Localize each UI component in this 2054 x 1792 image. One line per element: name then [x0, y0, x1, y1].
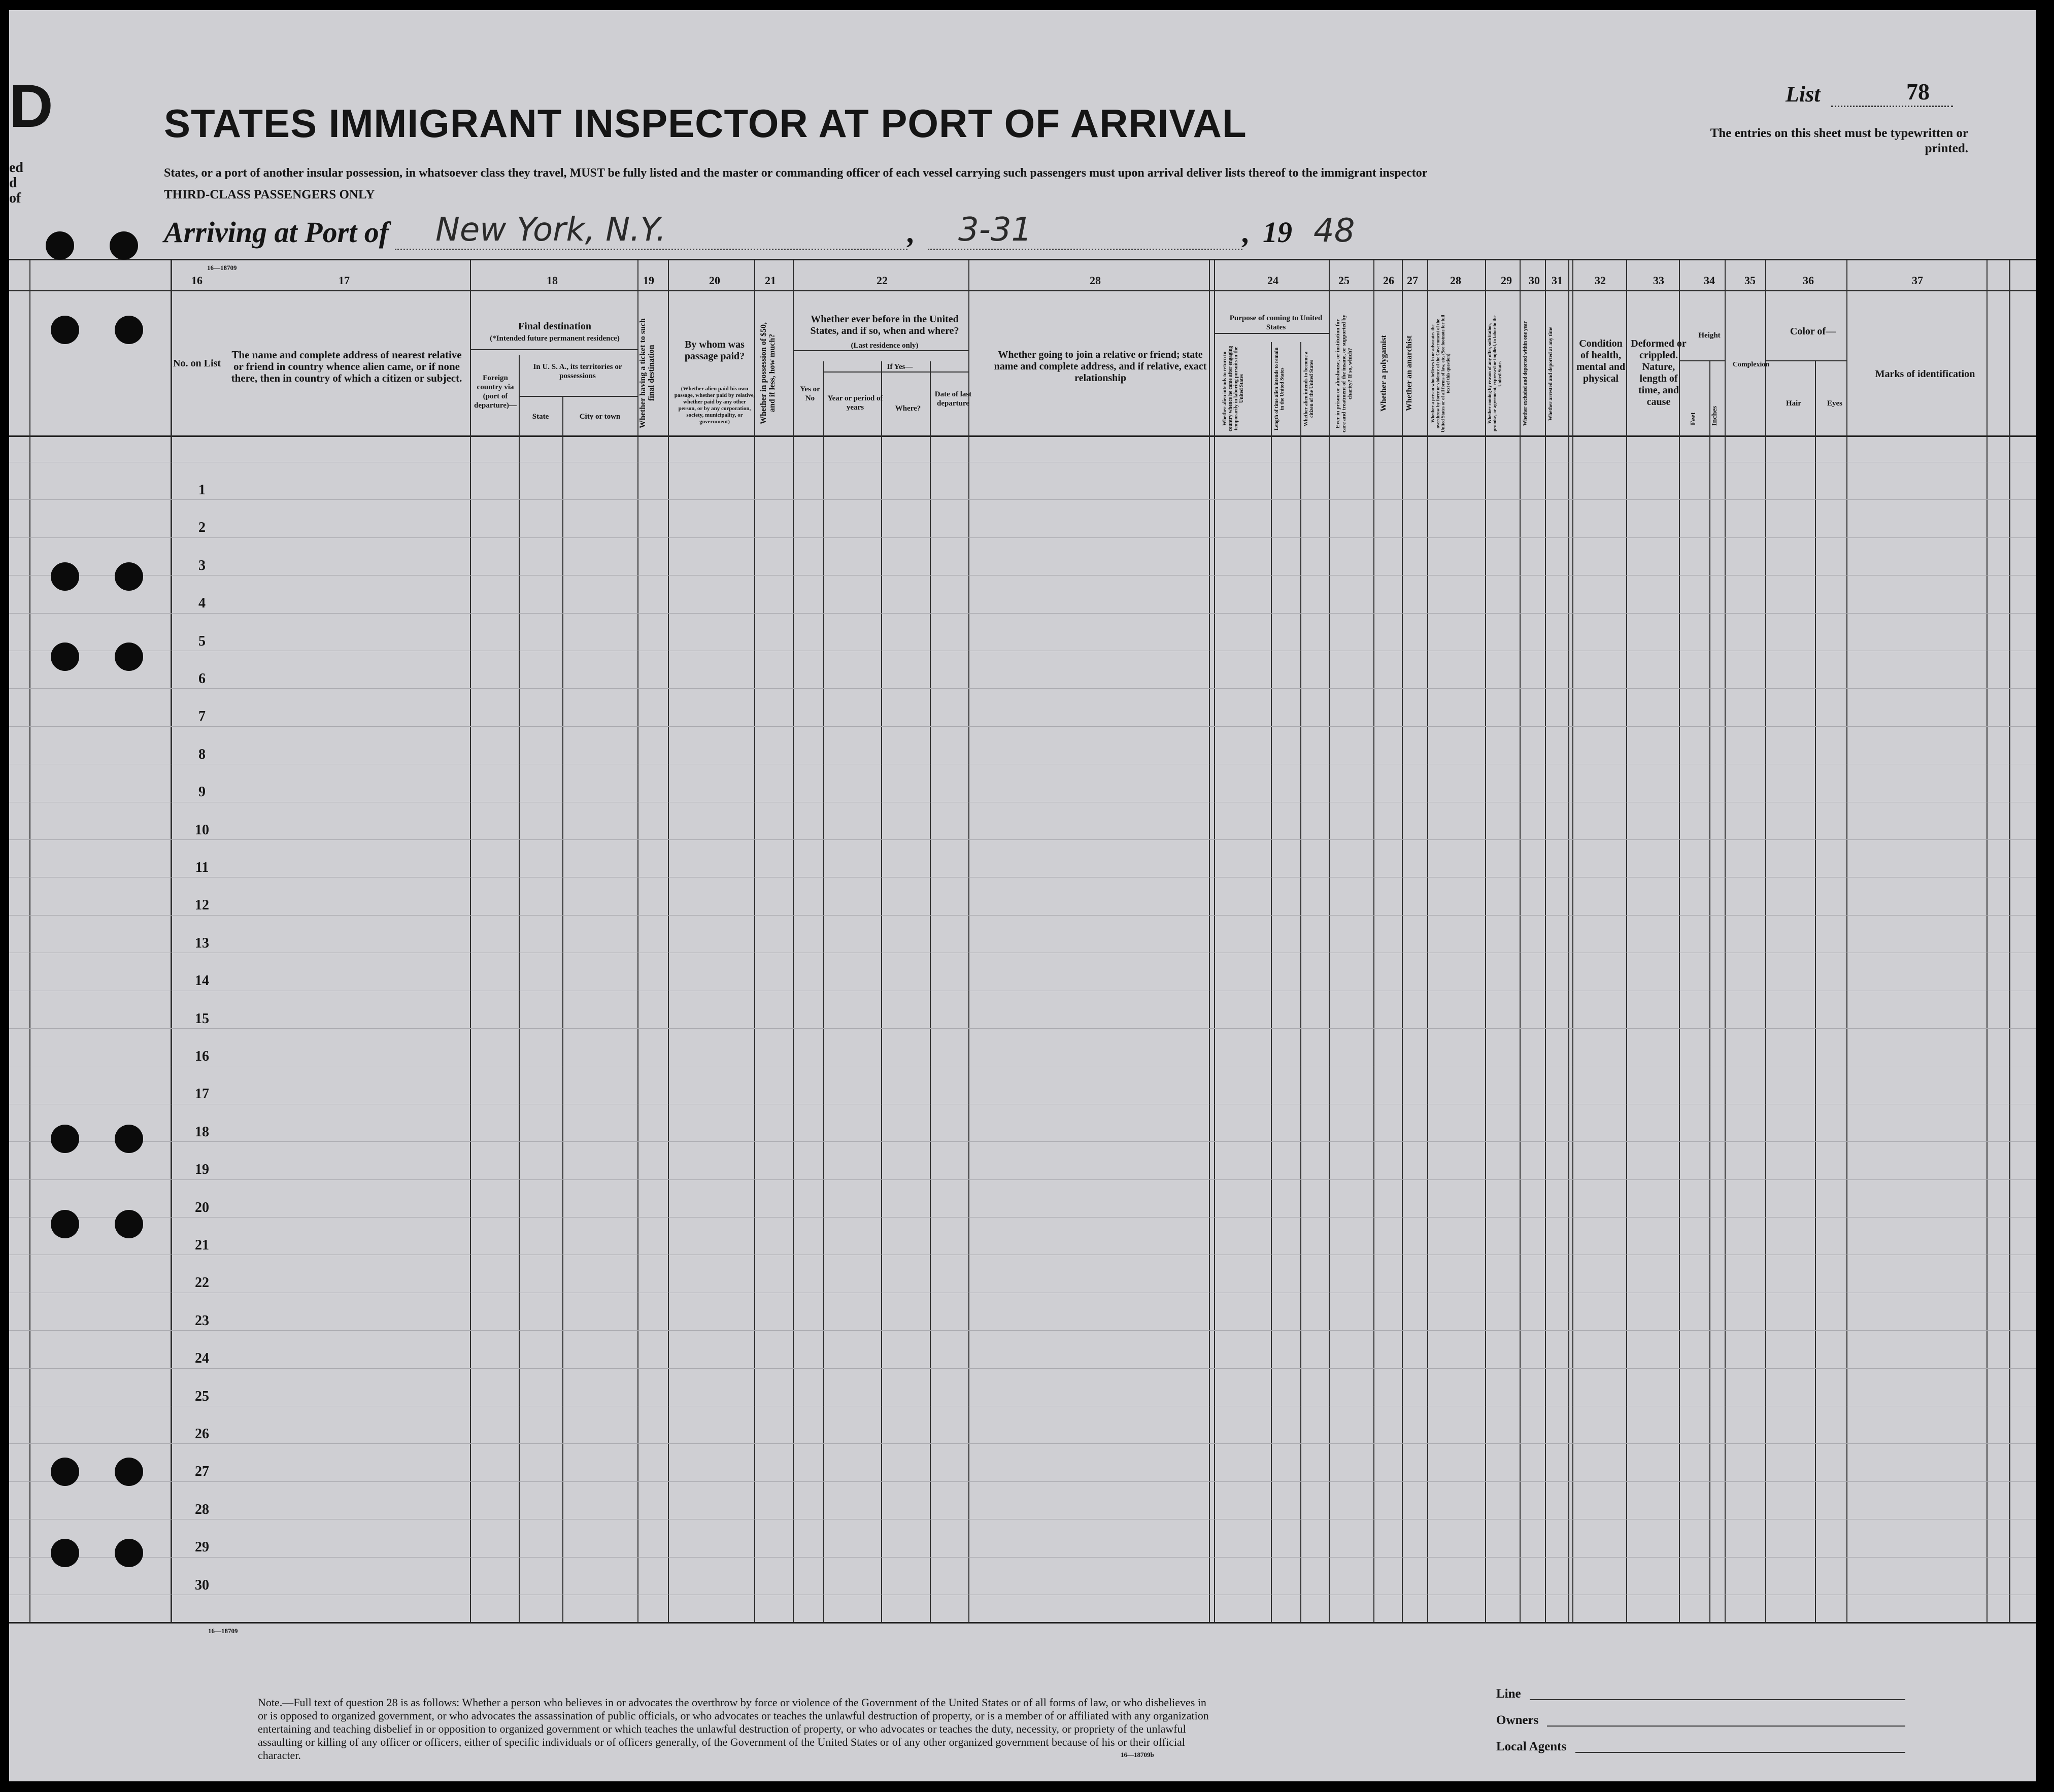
header-deformed: Deformed or crippled. Nature, length of time, and cause: [1631, 338, 1687, 408]
comma-1: ,: [907, 216, 915, 249]
header-color-of: Color of—: [1790, 326, 1836, 337]
punch-hole: [115, 643, 143, 671]
grid-column-line: [637, 260, 638, 1622]
header-foreign-country: Foreign country via (port of departure)—: [474, 374, 517, 410]
row-number: 8: [198, 746, 206, 762]
header-where: Where?: [895, 404, 921, 413]
punch-hole: [115, 1539, 143, 1567]
punch-hole: [51, 643, 79, 671]
grid-column-line: [2009, 260, 2010, 1622]
header-anarchist: Whether an anarchist: [1405, 335, 1413, 412]
grid-column-line: [1679, 260, 1680, 1622]
col-num-36: 36: [1803, 274, 1814, 287]
col-num-37: 37: [1912, 274, 1923, 287]
grid-column-line: [1520, 260, 1521, 1622]
row-number: 30: [195, 1577, 209, 1593]
header-prison: Ever in prison or almshouse, or institution for care and treatment of the insane, or supported by charity? If so, which?: [1335, 315, 1353, 432]
grid-column-line: [1485, 260, 1486, 1622]
row-rule: [9, 1443, 2036, 1444]
line-label: Line: [1496, 1687, 1521, 1701]
header-arrested: Whether arrested and deported at any time: [1548, 326, 1554, 421]
header-date-last-departure: Date of last departure: [934, 390, 972, 408]
agents-underline: [1575, 1752, 1905, 1753]
grid-column-line: [1545, 260, 1546, 1622]
header-feet: Feet: [1690, 412, 1697, 425]
col-num-33: 33: [1653, 274, 1664, 287]
col-num-20: 20: [709, 274, 720, 287]
class-line: THIRD-CLASS PASSENGERS ONLY: [164, 188, 375, 201]
header-ever-before-us: Whether ever before in the United States, and if so, when and where?: [810, 314, 959, 336]
row-rule: [9, 537, 2036, 538]
margin-letter: D: [9, 72, 53, 140]
grid-column-line: [1209, 260, 1210, 1622]
row-number: 27: [195, 1464, 209, 1480]
row-rule: [9, 1217, 2036, 1218]
col-num-31: 31: [1552, 274, 1563, 287]
list-number: 78: [1906, 79, 1930, 105]
header-no-on-list: No. on List: [173, 358, 221, 369]
punch-hole: [110, 231, 138, 260]
row-rule: [9, 1557, 2036, 1558]
row-number: 5: [198, 633, 206, 649]
col-num-19: 19: [643, 274, 654, 287]
col-num-28: 28: [1450, 274, 1461, 287]
row-number: 1: [198, 482, 206, 498]
header-complexion: Complexion: [1732, 361, 1770, 368]
row-number: 13: [195, 935, 209, 951]
punch-hole: [51, 562, 79, 591]
grid-column-line: [1568, 260, 1569, 1622]
grid-subcolumn-line: [519, 355, 520, 1622]
col-num-29: 29: [1501, 274, 1512, 287]
row-number: 25: [195, 1388, 209, 1404]
agents-label: Local Agents: [1496, 1740, 1567, 1753]
rule-top: [9, 259, 2036, 260]
punch-hole: [51, 1539, 79, 1567]
grid-column-line: [1402, 260, 1403, 1622]
grid-subcolumn-line: [1271, 342, 1272, 1622]
header-hair: Hair: [1786, 399, 1801, 408]
row-number: 12: [195, 897, 209, 914]
port-line: [395, 249, 907, 250]
grid-column-line: [1373, 260, 1374, 1622]
grid-subcolumn-line: [1709, 360, 1710, 1622]
grid-subcolumn-line: [881, 361, 882, 1622]
grid-column-line: [470, 260, 471, 1622]
row-rule: [9, 499, 2036, 500]
grid-column-line: [1725, 260, 1726, 1622]
grid-subheader-line: [519, 396, 637, 397]
row-number: 23: [195, 1312, 209, 1329]
punch-hole: [51, 316, 79, 344]
footnote: Note.—Full text of question 28 is as follows: Whether a person who believes in or advocates the overthrow by force or violence of the Government of the United States or of all forms of law, or who disbelieves in or is opposed to organized government, or who advocates the assassination of public officials, or who advocates or teaches the unlawful destruction of property, or is a member of or affiliated with any organization entertaining and teaching disbelief in or opposition to organized government or which teaches the unlawful destruction of property, or who advocates or teaches the duty, necessity, or propriety of the unlawful assaulting or killing of any officer or officers, either of specific individuals or of officers generally, of the Government of the United States or of any other organized government because of his or their official character.: [258, 1696, 1209, 1762]
header-ticket: Whether having a ticket to such final destination: [638, 318, 656, 428]
header-nearest-relative: The name and complete address of nearest relative or friend in country whence alien came, or if none there, then in country of which a citizen or subject.: [231, 349, 462, 384]
header-purpose-length: Length of time alien intends to remain in the United States: [1274, 347, 1285, 430]
grid-subheader-line: [1765, 360, 1846, 361]
grid-subheader-line: [793, 350, 968, 351]
row-number: 15: [195, 1010, 209, 1027]
header-excluded: Whether excluded and deported within one year: [1523, 321, 1528, 426]
row-number: 24: [195, 1350, 209, 1367]
list-underline: [1831, 106, 1953, 107]
rule-header-bottom: [9, 435, 2036, 437]
col-num-22: 22: [877, 274, 888, 287]
page-title: STATES IMMIGRANT INSPECTOR AT PORT OF ARRIVAL: [164, 101, 1247, 146]
typewritten-note: The entries on this sheet must be typewritten or printed.: [1710, 126, 1968, 155]
header-purpose: Purpose of coming to United States: [1229, 314, 1323, 331]
punch-hole: [115, 316, 143, 344]
date-line: [928, 249, 1242, 250]
year-value: 48: [1314, 212, 1355, 250]
col-num-32: 32: [1595, 274, 1606, 287]
punch-hole: [115, 1458, 143, 1486]
col-num-25: 25: [1338, 274, 1350, 287]
punch-hole: [51, 1125, 79, 1153]
grid-column-line: [171, 260, 172, 1622]
row-rule: [9, 688, 2036, 689]
grid-column-line: [1214, 260, 1215, 1622]
col-num-35: 35: [1744, 274, 1756, 287]
row-rule: [9, 1368, 2036, 1369]
col-num-24: 24: [1267, 274, 1278, 287]
header-ever-before-sub: (Last residence only): [851, 342, 919, 350]
col-num-26: 26: [1383, 274, 1394, 287]
grid-column-line: [968, 260, 969, 1622]
col-num-27: 27: [1407, 274, 1418, 287]
row-number: 2: [198, 520, 206, 536]
arriving-label: Arriving at Port of: [164, 216, 389, 249]
year-prefix: 19: [1263, 216, 1292, 249]
rule-colnums: [9, 290, 2036, 291]
grid-subcolumn-line: [1815, 360, 1816, 1622]
comma-2: ,: [1242, 216, 1250, 249]
header-marks: Marks of identification: [1875, 368, 1975, 380]
col-num-23: 28: [1090, 274, 1101, 287]
grid-column-line: [793, 260, 794, 1622]
grid-column-line: [1329, 260, 1330, 1622]
row-number: 7: [198, 708, 206, 725]
row-number: 18: [195, 1124, 209, 1140]
punch-hole: [115, 1125, 143, 1153]
header-inches: Inches: [1711, 406, 1719, 426]
header-state: State: [532, 413, 549, 421]
grid-column-line: [29, 260, 30, 1622]
owners-underline: [1547, 1726, 1905, 1727]
row-rule: [9, 1179, 2036, 1180]
col-num-18: 18: [547, 274, 558, 287]
row-number: 14: [195, 973, 209, 989]
header-join-relative: Whether going to join a relative or friend; state name and complete address, and if relative, exact relationship: [994, 349, 1207, 384]
header-height: Height: [1698, 331, 1721, 340]
punch-hole: [51, 1458, 79, 1486]
col-num-34: 34: [1704, 274, 1715, 287]
header-passage-paid-sub: (Whether alien paid his own passage, whether paid by relative, whether paid by any other person, or by any corporation, society, municipality, or government): [674, 386, 755, 425]
grid-subheader-line: [1214, 333, 1329, 334]
row-rule: [9, 1481, 2036, 1482]
rule-table-bottom: [9, 1622, 2036, 1624]
grid-column-line: [1846, 260, 1847, 1622]
row-number: 21: [195, 1237, 209, 1253]
list-label: List: [1786, 82, 1821, 107]
grid-subcolumn-line: [1300, 342, 1301, 1622]
header-in-usa: In U. S. A., its territories or possessions: [533, 363, 622, 380]
row-number: 16: [195, 1049, 209, 1064]
header-purpose-return: Whether alien intends to return to country whence he came after engaging temporarily in laboring pursuits in the United States: [1222, 346, 1244, 432]
row-number: 20: [195, 1199, 209, 1215]
row-rule: [9, 839, 2036, 840]
grid-subcolumn-line: [562, 396, 563, 1622]
owners-label: Owners: [1496, 1713, 1539, 1727]
margin-text: ed d of: [9, 160, 23, 206]
col-num-17: 17: [339, 274, 350, 287]
row-number: 22: [195, 1275, 209, 1291]
row-number: 28: [195, 1501, 209, 1517]
form-number-note: 16—18709b: [1121, 1751, 1154, 1759]
col-num-30: 30: [1529, 274, 1540, 287]
row-number: 9: [198, 784, 206, 800]
grid-column-line: [1626, 260, 1627, 1622]
row-number: 11: [195, 860, 209, 875]
header-passage-paid: By whom was passage paid?: [684, 339, 745, 362]
header-final-destination: Final destination: [518, 321, 591, 332]
row-number: 29: [195, 1539, 209, 1556]
grid-column-line: [1986, 260, 1988, 1622]
line-underline: [1530, 1699, 1905, 1700]
port-value: New York, N.Y.: [435, 211, 666, 249]
row-rule: [9, 1330, 2036, 1331]
row-rule: [9, 1028, 2036, 1029]
punch-hole: [46, 231, 74, 260]
row-number: 10: [195, 822, 209, 838]
col-num-21: 21: [765, 274, 776, 287]
punch-hole: [115, 1210, 143, 1238]
grid-column-line: [1427, 260, 1428, 1622]
form-number-bottom: 16—18709: [208, 1627, 238, 1635]
manifest-sheet: [9, 10, 2036, 1781]
header-eyes: Eyes: [1827, 399, 1842, 408]
row-number: 17: [195, 1086, 209, 1102]
form-number-top: 16—18709: [207, 264, 237, 272]
grid-column-line: [668, 260, 669, 1622]
row-rule: [9, 726, 2036, 727]
grid-column-line: [754, 260, 755, 1622]
header-if-yes: If Yes—: [887, 363, 913, 371]
grid-column-line: [1765, 260, 1766, 1622]
header-year-period: Year or period of years: [827, 394, 883, 412]
header-polygamist: Whether a polygamist: [1379, 335, 1388, 412]
row-rule: [9, 613, 2036, 614]
header-offer-labor: Whether coming by reason of any offer, solicitation, promise, or agreement, expressed or implied, to labor in the United States: [1487, 315, 1502, 432]
row-number: 26: [195, 1426, 209, 1442]
punch-hole: [51, 1210, 79, 1238]
header-health: Condition of health, mental and physical: [1576, 338, 1626, 384]
row-rule: [9, 1141, 2036, 1142]
row-number: 3: [198, 557, 206, 573]
grid-subcolumn-line: [930, 361, 931, 1622]
grid-subcolumn-line: [823, 361, 824, 1622]
grid-subheader-line: [823, 371, 968, 373]
grid-subheader-line: [470, 349, 637, 350]
row-number: 19: [195, 1162, 209, 1178]
header-fifty-dollars: Whether in possession of $50, and if less, how much?: [759, 322, 777, 424]
header-city: City or town: [579, 413, 621, 421]
header-overthrow: Whether a person who believes in or advocates the overthrow by force or violence of the Government of the United States or of all forms of law, etc. (See footnote for full text of this question): [1430, 315, 1451, 432]
header-final-destination-sub: (*Intended future permanent residence): [490, 334, 620, 343]
header-purpose-citizen: Whether alien intends to become a citizen of the United States: [1303, 351, 1315, 426]
col-num-16: 16: [191, 274, 203, 287]
subtitle: States, or a port of another insular possession, in whatsoever class they travel, MUST be fully listed and the master or commanding officer of each vessel carrying such passengers must upon arrival deliver lists thereof to the immigrant inspector: [164, 166, 1428, 180]
punch-hole: [115, 562, 143, 591]
grid-column-line: [1572, 260, 1573, 1622]
date-value: 3-31: [958, 211, 1032, 249]
row-number: 4: [198, 595, 206, 612]
row-rule: [9, 915, 2036, 916]
header-yes-no: Yes or No: [800, 385, 820, 402]
row-rule: [9, 575, 2036, 576]
row-number: 6: [198, 671, 206, 687]
